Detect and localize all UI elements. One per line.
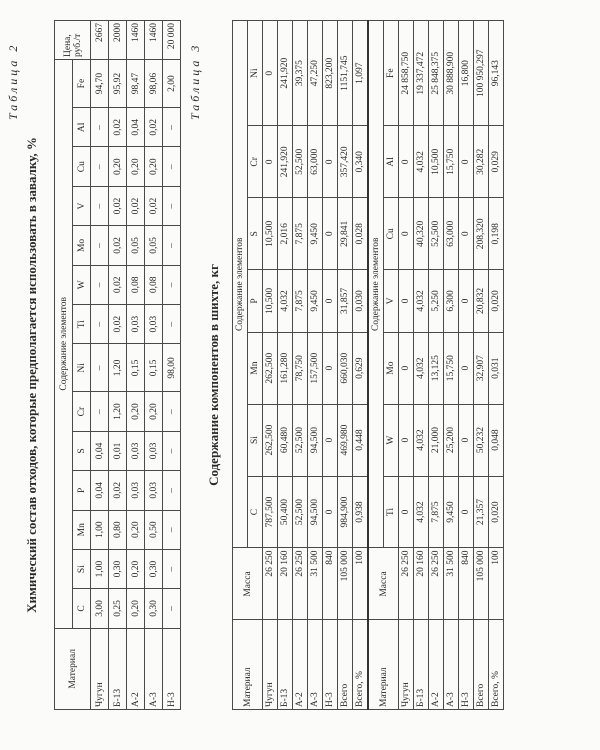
value-cell: 52,500 [293, 126, 308, 198]
table3-column-header: Ni [248, 21, 263, 126]
mass-cell: 26 250 [293, 548, 308, 620]
value-cell: 0,028 [353, 198, 369, 270]
value-cell: 262,500 [263, 404, 278, 476]
value-cell: 29,841 [338, 198, 353, 270]
table2 [54, 20, 181, 710]
material-cell: Б-13 [414, 620, 429, 710]
value-cell: 0,02 [109, 265, 127, 304]
value-cell: 0 [323, 404, 338, 476]
value-cell: 660,030 [338, 332, 353, 404]
value-cell: 9,450 [444, 476, 459, 548]
value-cell: 50,232 [474, 404, 489, 476]
table2-caption: Таблица 2 [6, 42, 20, 120]
value-cell: 0 [399, 404, 414, 476]
table-row [489, 21, 504, 710]
value-cell: 1,20 [109, 392, 127, 431]
table2-column-header: Ti [73, 305, 91, 344]
table2-header-price: Цена, руб./т [55, 21, 91, 60]
table3-header-mass: Масса [233, 548, 263, 620]
value-cell: 1,00 [91, 510, 109, 549]
value-cell: 0,04 [127, 108, 145, 147]
material-cell: А-2 [293, 620, 308, 710]
value-cell: 5,250 [429, 270, 444, 332]
value-cell: 24 858,750 [399, 21, 414, 126]
value-cell: 98,06 [145, 60, 163, 108]
material-cell: А-3 [444, 620, 459, 710]
table3-body [233, 21, 504, 710]
value-cell: 0,938 [353, 476, 369, 548]
value-cell: – [91, 344, 109, 392]
value-cell: 157,500 [308, 332, 323, 404]
value-cell: 4,032 [414, 332, 429, 404]
value-cell: 95,92 [109, 60, 127, 108]
table3-column-header: P [248, 270, 263, 332]
value-cell: 0,15 [145, 344, 163, 392]
value-cell: 1151,745 [338, 21, 353, 126]
mass-cell: 26 250 [399, 548, 414, 620]
table-row [163, 21, 181, 710]
value-cell: 63,000 [308, 126, 323, 198]
table3-column-header: W [384, 404, 399, 476]
value-cell: 0 [459, 198, 474, 270]
table3-column-header: Cu [384, 198, 399, 270]
table3-column-header: S [248, 198, 263, 270]
value-cell: 0,20 [127, 549, 145, 588]
value-cell: 0,04 [91, 431, 109, 470]
material-cell: Н-3 [459, 620, 474, 710]
value-cell: 0,20 [127, 510, 145, 549]
table2-column-header: S [73, 431, 91, 470]
table3-column-header: Cr [248, 126, 263, 198]
value-cell: 0,20 [145, 392, 163, 431]
table2-column-header: Cu [73, 147, 91, 186]
value-cell: 9,450 [308, 198, 323, 270]
table-row [278, 21, 293, 710]
value-cell: 4,032 [414, 126, 429, 198]
value-cell: 0,03 [127, 305, 145, 344]
value-cell: 0,03 [145, 431, 163, 470]
value-cell: 0,20 [127, 147, 145, 186]
material-cell: Н-3 [163, 628, 181, 709]
value-cell: 0 [399, 476, 414, 548]
mass-cell: 100 [489, 548, 504, 620]
value-cell: 0,04 [91, 471, 109, 510]
table3-title: Содержание компонентов в шихте, кг [206, 264, 221, 486]
material-cell: А-2 [429, 620, 444, 710]
table2-title: Химический состав отходов, которые предполагается использовать в завалку, % [24, 137, 39, 613]
value-cell: 98,00 [163, 344, 181, 392]
table2-column-header: C [73, 589, 91, 628]
table3-caption: Таблица 3 [188, 42, 202, 120]
value-cell: 0 [263, 21, 278, 126]
value-cell: 32,907 [474, 332, 489, 404]
value-cell: 0,30 [145, 549, 163, 588]
value-cell: 4,032 [414, 270, 429, 332]
value-cell: 0 [263, 126, 278, 198]
table3-column-header: Al [384, 126, 399, 198]
value-cell: 0,30 [109, 549, 127, 588]
value-cell: 161,280 [278, 332, 293, 404]
value-cell: 0,50 [145, 510, 163, 549]
value-cell: 0,02 [109, 305, 127, 344]
table2-column-headers [73, 21, 91, 710]
value-cell: 0,031 [489, 332, 504, 404]
value-cell: 0,03 [127, 471, 145, 510]
value-cell: 0 [323, 270, 338, 332]
value-cell: 0,03 [145, 305, 163, 344]
value-cell: 0 [459, 126, 474, 198]
value-cell: 0,03 [127, 431, 145, 470]
value-cell: 94,500 [308, 476, 323, 548]
material-cell: Всего, % [353, 620, 369, 710]
value-cell: 0 [399, 332, 414, 404]
table2-column-header: Si [73, 549, 91, 588]
value-cell: 7,875 [293, 270, 308, 332]
value-cell: 15,750 [444, 126, 459, 198]
table-row [293, 21, 308, 710]
mass-cell: 840 [323, 548, 338, 620]
value-cell: 10,500 [263, 270, 278, 332]
table-row [429, 21, 444, 710]
value-cell: 241,920 [278, 21, 293, 126]
mass-cell: 100 [353, 548, 369, 620]
table-row [444, 21, 459, 710]
value-cell: 52,500 [293, 404, 308, 476]
value-cell: – [163, 431, 181, 470]
table3-column-header: Mo [384, 332, 399, 404]
value-cell: 9,450 [308, 270, 323, 332]
value-cell: 2,016 [278, 198, 293, 270]
value-cell: 0,20 [145, 147, 163, 186]
value-cell: 0 [399, 270, 414, 332]
value-cell: 2,00 [163, 60, 181, 108]
material-cell: Н-3 [323, 620, 338, 710]
value-cell: 0 [459, 270, 474, 332]
table-row [263, 21, 278, 710]
table2-column-header: Cr [73, 392, 91, 431]
mass-cell: 105 000 [474, 548, 489, 620]
value-cell: 16,800 [459, 21, 474, 126]
table-row [414, 21, 429, 710]
value-cell: 94,500 [308, 404, 323, 476]
value-cell: 241,920 [278, 126, 293, 198]
value-cell: 1,00 [91, 549, 109, 588]
value-cell: 30,282 [474, 126, 489, 198]
value-cell: 0,08 [127, 265, 145, 304]
material-cell: Всего, % [489, 620, 504, 710]
price-cell: 20 000 [163, 21, 181, 60]
table2-column-header: Mo [73, 226, 91, 265]
value-cell: 7,875 [293, 198, 308, 270]
table-row [399, 21, 414, 710]
table-row [145, 21, 163, 710]
value-cell: – [91, 108, 109, 147]
mass-cell: 105 000 [338, 548, 353, 620]
value-cell: 6,300 [444, 270, 459, 332]
table2-header-group: Содержание элементов [55, 60, 73, 629]
table2-column-header: W [73, 265, 91, 304]
table-row [308, 21, 323, 710]
mass-cell: 26 250 [429, 548, 444, 620]
value-cell: 0 [399, 198, 414, 270]
value-cell: 823,200 [323, 21, 338, 126]
price-cell: 2000 [109, 21, 127, 60]
value-cell: 0,02 [109, 226, 127, 265]
value-cell: 0,30 [145, 589, 163, 628]
value-cell: 1,097 [353, 21, 369, 126]
table2-column-header: V [73, 186, 91, 225]
mass-cell: 840 [459, 548, 474, 620]
value-cell: 0,02 [145, 108, 163, 147]
table2-body [91, 21, 181, 710]
value-cell: – [163, 108, 181, 147]
value-cell: – [163, 265, 181, 304]
value-cell: 0 [459, 404, 474, 476]
table-row [323, 21, 338, 710]
value-cell: 13,125 [429, 332, 444, 404]
mass-cell: 20 160 [414, 548, 429, 620]
value-cell: 0,629 [353, 332, 369, 404]
value-cell: 10,500 [263, 198, 278, 270]
mass-cell: 31 500 [444, 548, 459, 620]
value-cell: – [163, 510, 181, 549]
value-cell: 7,875 [429, 476, 444, 548]
value-cell: 0,02 [109, 108, 127, 147]
value-cell: 0 [323, 332, 338, 404]
table2-column-header: Fe [73, 60, 91, 108]
value-cell: – [91, 392, 109, 431]
table3 [232, 20, 504, 710]
table3-header-row [233, 21, 248, 710]
value-cell: – [163, 147, 181, 186]
value-cell: 0,08 [145, 265, 163, 304]
table-row [91, 21, 109, 710]
value-cell: 262,500 [263, 332, 278, 404]
mass-cell: 31 500 [308, 548, 323, 620]
value-cell: – [163, 589, 181, 628]
value-cell: 1,20 [109, 344, 127, 392]
mass-cell: 26 250 [263, 548, 278, 620]
value-cell: 0,029 [489, 126, 504, 198]
value-cell: 0,20 [127, 589, 145, 628]
value-cell: 60,480 [278, 404, 293, 476]
value-cell: 0,05 [127, 226, 145, 265]
value-cell: 30 888,900 [444, 21, 459, 126]
value-cell: – [163, 226, 181, 265]
value-cell: – [91, 265, 109, 304]
table3-column-header: Si [248, 404, 263, 476]
value-cell: 10,500 [429, 126, 444, 198]
table3-header-material: Материал [233, 620, 263, 710]
value-cell: – [163, 305, 181, 344]
value-cell: 0,15 [127, 344, 145, 392]
value-cell: 96,143 [489, 21, 504, 126]
value-cell: 0,198 [489, 198, 504, 270]
value-cell: 0 [323, 198, 338, 270]
table3-column-header: Ti [384, 476, 399, 548]
value-cell: 0 [323, 476, 338, 548]
table3-header-group: Содержание элементов [368, 21, 384, 548]
value-cell: 0,048 [489, 404, 504, 476]
mass-cell: 20 160 [278, 548, 293, 620]
material-cell: А-2 [127, 628, 145, 709]
value-cell: 0,02 [109, 186, 127, 225]
value-cell: 39,375 [293, 21, 308, 126]
value-cell: 0,05 [145, 226, 163, 265]
table2-column-header: Mn [73, 510, 91, 549]
value-cell: 100 950,297 [474, 21, 489, 126]
value-cell: 0,80 [109, 510, 127, 549]
value-cell: 63,000 [444, 198, 459, 270]
table-row [459, 21, 474, 710]
value-cell: 0,02 [145, 186, 163, 225]
value-cell: 208,320 [474, 198, 489, 270]
material-cell: Чугун [91, 628, 109, 709]
value-cell: 0,340 [353, 126, 369, 198]
value-cell: 0,25 [109, 589, 127, 628]
value-cell: 98,47 [127, 60, 145, 108]
table3-column-header: Fe [384, 21, 399, 126]
table3-header-mass: Масса [368, 548, 399, 620]
value-cell: 4,032 [414, 476, 429, 548]
value-cell: 50,400 [278, 476, 293, 548]
table2-column-header: Ni [73, 344, 91, 392]
material-cell: А-3 [145, 628, 163, 709]
material-cell: Чугун [399, 620, 414, 710]
value-cell: 787,500 [263, 476, 278, 548]
value-cell: 19 337,472 [414, 21, 429, 126]
table-row [474, 21, 489, 710]
table3-column-header: C [248, 476, 263, 548]
table-row [353, 21, 369, 710]
value-cell: 469,980 [338, 404, 353, 476]
value-cell: – [163, 471, 181, 510]
value-cell: 20,832 [474, 270, 489, 332]
value-cell: 94,70 [91, 60, 109, 108]
table3-header-row [368, 21, 384, 710]
material-cell: Б-13 [109, 628, 127, 709]
price-cell: 1460 [127, 21, 145, 60]
value-cell: 4,032 [414, 404, 429, 476]
value-cell: 47,250 [308, 21, 323, 126]
value-cell: – [91, 226, 109, 265]
value-cell: – [163, 392, 181, 431]
table3-header-material: Материал [368, 620, 399, 710]
value-cell: 21,000 [429, 404, 444, 476]
value-cell: 4,032 [278, 270, 293, 332]
value-cell: 25 848,375 [429, 21, 444, 126]
value-cell: 0,448 [353, 404, 369, 476]
value-cell: 0 [459, 332, 474, 404]
material-cell: Чугун [263, 620, 278, 710]
value-cell: 78,750 [293, 332, 308, 404]
value-cell: 0,01 [109, 431, 127, 470]
value-cell: – [163, 549, 181, 588]
value-cell: 0,020 [489, 270, 504, 332]
table3-header-group: Содержание элементов [233, 21, 248, 548]
value-cell: 40,320 [414, 198, 429, 270]
table3-column-header: Mn [248, 332, 263, 404]
value-cell: 0 [399, 126, 414, 198]
value-cell: 25,200 [444, 404, 459, 476]
price-cell: 1460 [145, 21, 163, 60]
value-cell: – [91, 147, 109, 186]
value-cell: 31,857 [338, 270, 353, 332]
table-row [109, 21, 127, 710]
value-cell: 0,20 [127, 392, 145, 431]
price-cell: 2667 [91, 21, 109, 60]
value-cell: 357,420 [338, 126, 353, 198]
table2-header-material: Материал [55, 628, 91, 709]
value-cell: 52,500 [293, 476, 308, 548]
value-cell: 15,750 [444, 332, 459, 404]
value-cell: 0,020 [489, 476, 504, 548]
value-cell: 984,900 [338, 476, 353, 548]
value-cell: – [91, 305, 109, 344]
value-cell: 21,357 [474, 476, 489, 548]
value-cell: 52,500 [429, 198, 444, 270]
table3-column-header: V [384, 270, 399, 332]
value-cell: 0,02 [127, 186, 145, 225]
value-cell: 0,20 [109, 147, 127, 186]
table2-column-header: P [73, 471, 91, 510]
table-row [127, 21, 145, 710]
value-cell: 0,030 [353, 270, 369, 332]
value-cell: 0 [459, 476, 474, 548]
table2-column-header: Al [73, 108, 91, 147]
value-cell: – [163, 186, 181, 225]
table-row [338, 21, 353, 710]
material-cell: А-3 [308, 620, 323, 710]
material-cell: Всего [474, 620, 489, 710]
value-cell: – [91, 186, 109, 225]
material-cell: Всего [338, 620, 353, 710]
material-cell: Б-13 [278, 620, 293, 710]
value-cell: 0,02 [109, 471, 127, 510]
value-cell: 0,03 [145, 471, 163, 510]
value-cell: 3,00 [91, 589, 109, 628]
value-cell: 0 [323, 126, 338, 198]
